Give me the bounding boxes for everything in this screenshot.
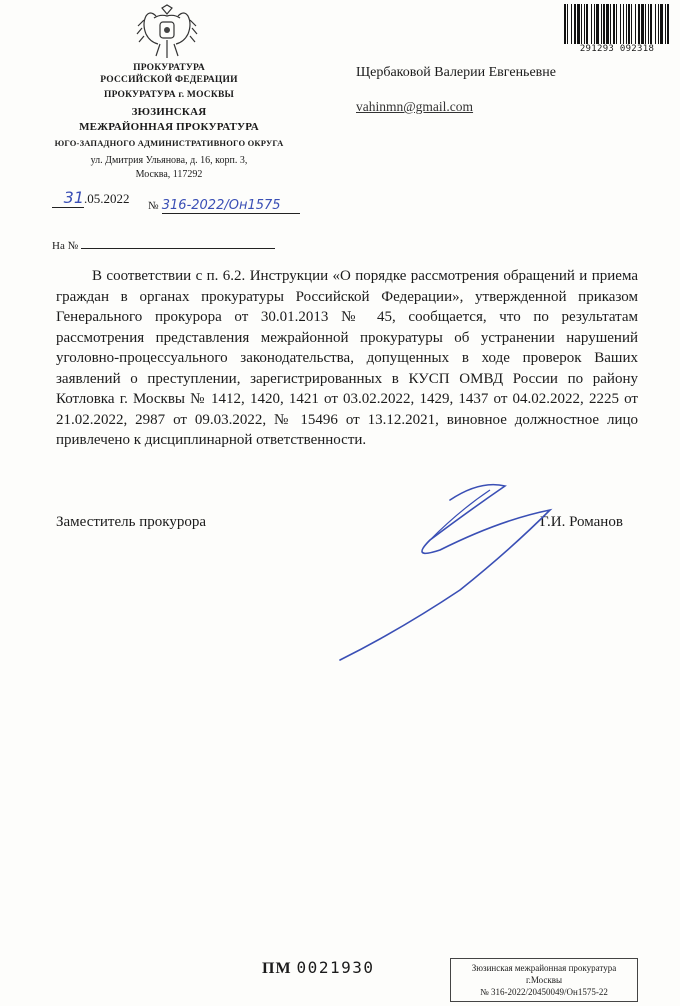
handwritten-signature	[330, 480, 570, 670]
registration-stamp	[450, 958, 638, 1002]
org-header-line-6: ЮГО-ЗАПАДНОГО АДМИНИСТРАТИВНОГО ОКРУГА	[54, 138, 284, 148]
barcode-bars	[562, 4, 672, 44]
number-label: №	[148, 200, 159, 212]
form-serial-label: ПМ	[262, 960, 292, 977]
letter-body: В соответствии с п. 6.2. Инструкции «О порядке рассмотрения обращений и приема граждан в органах прокуратуры Российской Федерации», утвержденной приказом Генерального прокурора от 30.01.2013 № 45, сообщается, что по результатам рассмотрения представления межрайонной прокуратуры об устранении нарушений уголовно-процессуального законодательства, допущенных в ходе проверок Ваших заявлений о преступлении, зарегистрированных в КУСП ОМВД России по району Котловка г. Москвы № 1412, 1420, 1421 от 03.02.2022, 1429, 1437 от 04.02.2022, 2225 от 21.02.2022, 2987 от 09.03.2022, № 15496 от 13.12.2021, виновное должностное лицо привлечено к дисциплинарной ответственности.	[56, 268, 638, 448]
form-serial	[262, 958, 374, 978]
coat-of-arms-icon	[136, 4, 198, 62]
reference-label: На №	[52, 240, 79, 252]
stamp-line-1: Зюзинская межрайонная прокуратура г.Москвы	[471, 963, 617, 985]
signatory-name: Г.И. Романов	[540, 514, 623, 530]
org-address-1: ул. Дмитрия Ульянова, д. 16, корп. 3,	[90, 155, 248, 166]
recipient-name: Щербаковой Валерии Евгеньевне	[356, 65, 556, 80]
form-serial-number: 0021930	[296, 958, 375, 977]
org-header-line-4: ЗЮЗИНСКАЯ	[131, 106, 207, 118]
org-address-2: Москва, 117292	[135, 169, 203, 180]
org-header-line-2: РОССИЙСКОЙ ФЕДЕРАЦИИ	[100, 75, 238, 85]
barcode-number: 291293 092318	[579, 44, 655, 54]
recipient-email[interactable]: vahinmn@gmail.com	[356, 99, 474, 114]
org-header-line-5: МЕЖРАЙОННАЯ ПРОКУРАТУРА	[79, 121, 259, 133]
signatory-position: Заместитель прокурора	[56, 514, 206, 530]
number-handwritten: 316-2022/Он1575	[162, 198, 300, 214]
org-header-line-3: ПРОКУРАТУРА г. МОСКВЫ	[103, 90, 235, 100]
barcode	[562, 4, 672, 48]
reference-blank-line	[81, 238, 275, 249]
stamp-line-2: № 316-2022/20450049/Он1575-22	[480, 987, 608, 997]
org-header-line-1: ПРОКУРАТУРА	[133, 63, 205, 73]
date-month-year: .05.2022	[84, 191, 130, 206]
date-day-handwritten: 31	[52, 188, 84, 208]
outgoing-date-row	[52, 188, 300, 213]
reference-row	[52, 238, 275, 252]
